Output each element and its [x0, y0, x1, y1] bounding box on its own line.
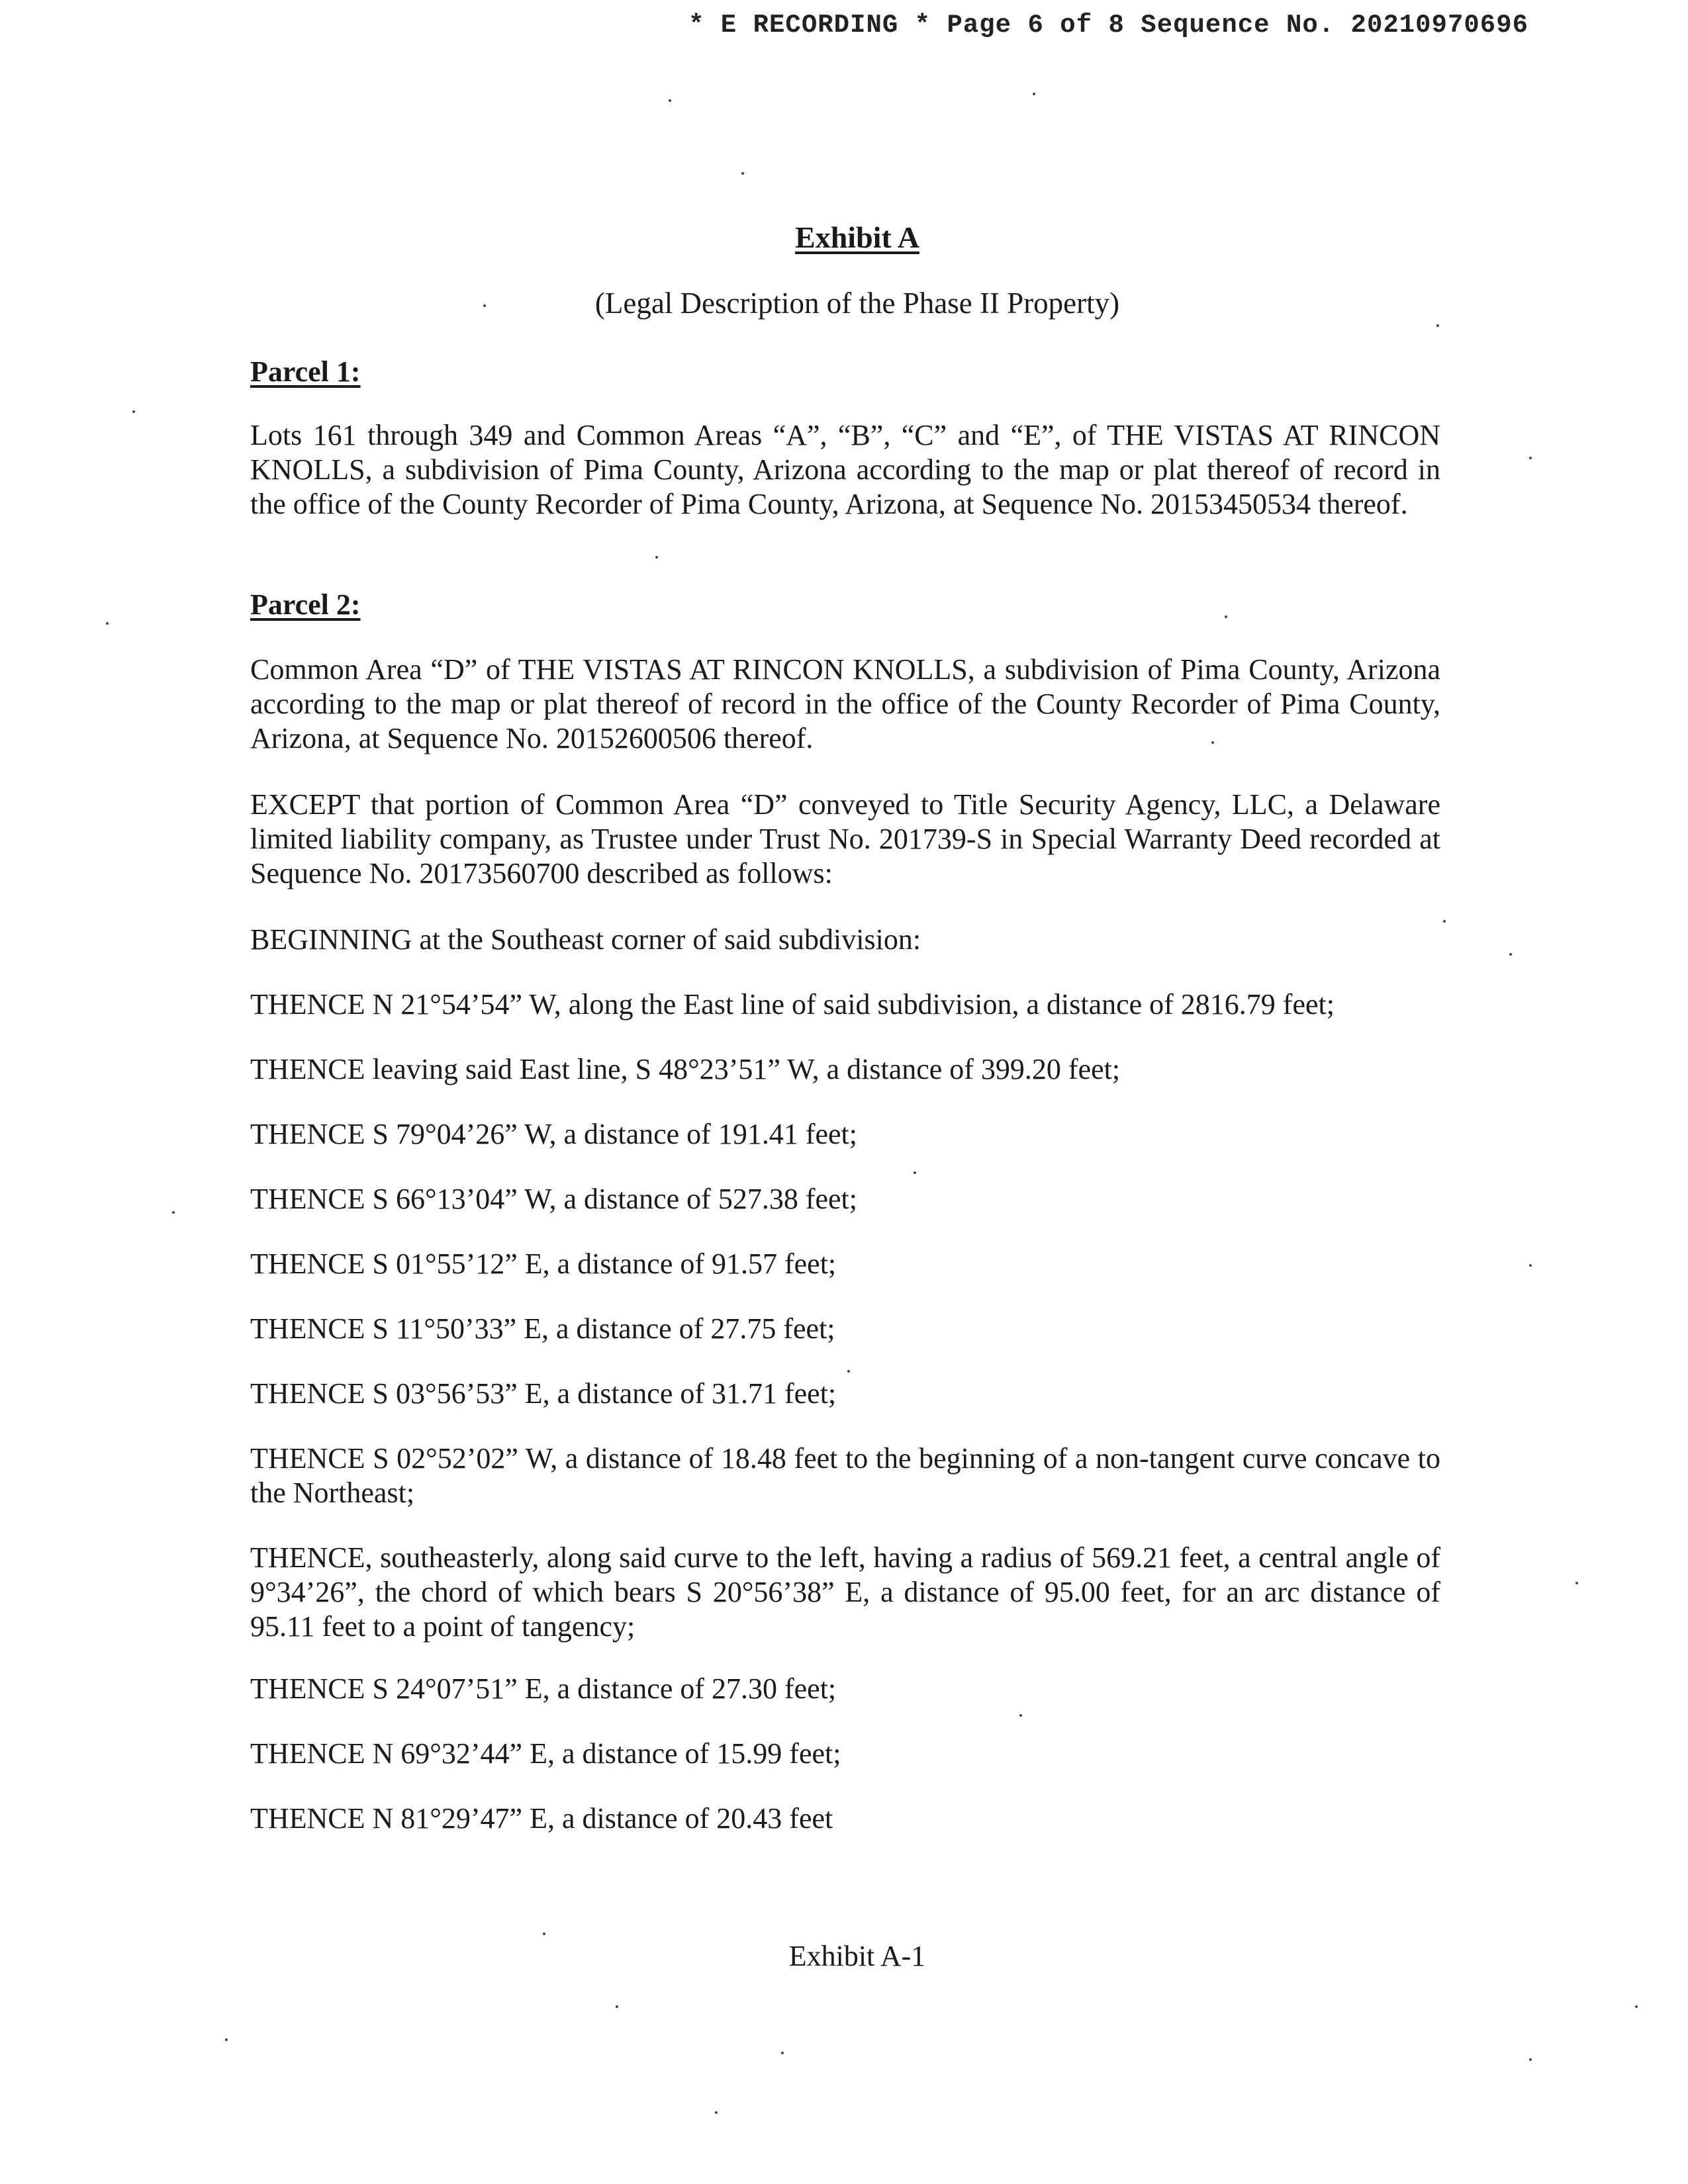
scan-speck	[483, 304, 486, 307]
scan-speck	[1443, 920, 1446, 923]
scan-speck	[741, 172, 744, 175]
scan-speck	[1635, 2005, 1638, 2008]
scan-speck	[616, 2005, 618, 2008]
scan-speck	[715, 2111, 718, 2114]
scan-speck	[225, 2038, 228, 2041]
scan-speck	[1529, 457, 1532, 459]
scan-speck	[847, 1370, 850, 1373]
scan-speck	[1033, 93, 1035, 95]
scan-speck	[543, 1933, 545, 1935]
scan-speck	[1529, 1264, 1532, 1267]
course-3: THENCE S 79°04’26” W, a distance of 191.41 feet;	[250, 1118, 857, 1150]
scan-speck	[1509, 953, 1512, 956]
scan-speck	[914, 1171, 916, 1174]
scan-speck	[132, 410, 135, 413]
scan-speck	[1211, 741, 1214, 744]
course-8: THENCE S 02°52’02” W, a distance of 18.48 feet to the beginning of a non-tangent curve concave to the Northeast;	[250, 1442, 1440, 1509]
except-clause: EXCEPT that portion of Common Area “D” conveyed to Title Security Agency, LLC, a Delaware limited liability company, as Trustee under Trust No. 201739-S in Special Warranty Deed recorded at Sequence No. 20173560700 described as follows:	[250, 788, 1440, 889]
exhibit-subtitle: (Legal Description of the Phase II Property)	[594, 287, 1120, 320]
scan-speck	[1436, 324, 1439, 327]
scan-speck	[172, 1211, 175, 1214]
course-1: THENCE N 21°54’54” W, along the East line of said subdivision, a distance of 2816.79 feet;	[250, 988, 1335, 1021]
parcel-1-description: Lots 161 through 349 and Common Areas “A”, “B”, “C” and “E”, of THE VISTAS AT RINCON KNOLLS, a subdivision of Pima County, Arizona according to the map or plat thereof of record in the office of the County Recorder of Pima County, Arizona, at Sequence No. 20153450534 thereof.	[250, 419, 1440, 520]
course-4: THENCE S 66°13’04” W, a distance of 527.38 feet;	[250, 1183, 857, 1215]
scan-speck	[106, 622, 109, 625]
course-7: THENCE S 03°56’53” E, a distance of 31.71 feet;	[250, 1377, 837, 1410]
course-5: THENCE S 01°55’12” E, a distance of 91.57 feet;	[250, 1248, 837, 1280]
scan-speck	[1575, 1582, 1578, 1584]
beginning-point: BEGINNING at the Southeast corner of said subdivision:	[250, 923, 921, 956]
page-footer: Exhibit A-1	[788, 1940, 926, 1972]
scan-speck	[655, 556, 658, 559]
course-12: THENCE N 81°29’47” E, a distance of 20.43 feet	[250, 1802, 833, 1835]
scan-speck	[669, 99, 671, 102]
parcel-2-description: Common Area “D” of THE VISTAS AT RINCON KNOLLS, a subdivision of Pima County, Arizona according to the map or plat thereof of record in the office of the County Recorder of Pima County, Arizona, at Sequence No. 20152600506 thereof.	[250, 653, 1440, 754]
recording-header: * E RECORDING * Page 6 of 8 Sequence No. 20210970696	[688, 11, 1528, 40]
scan-speck	[1019, 1714, 1022, 1717]
course-2: THENCE leaving said East line, S 48°23’51” W, a distance of 399.20 feet;	[250, 1053, 1121, 1085]
scan-speck	[1529, 2058, 1532, 2061]
exhibit-title: Exhibit A	[795, 220, 919, 254]
parcel-2-heading: Parcel 2:	[250, 588, 361, 621]
course-11: THENCE N 69°32’44” E, a distance of 15.99 feet;	[250, 1737, 841, 1770]
scan-speck	[1225, 615, 1227, 618]
course-10: THENCE S 24°07’51” E, a distance of 27.30 feet;	[250, 1672, 837, 1705]
course-9-curve: THENCE, southeasterly, along said curve to the left, having a radius of 569.21 feet, a central angle of 9°34’26”, the chord of which bears S 20°56’38” E, a distance of 95.00 feet, for an arc distance of 95.11 feet to a point of tangency;	[250, 1541, 1440, 1643]
scan-speck	[781, 2052, 784, 2054]
parcel-1-heading: Parcel 1:	[250, 355, 361, 388]
course-6: THENCE S 11°50’33” E, a distance of 27.75 feet;	[250, 1312, 835, 1345]
